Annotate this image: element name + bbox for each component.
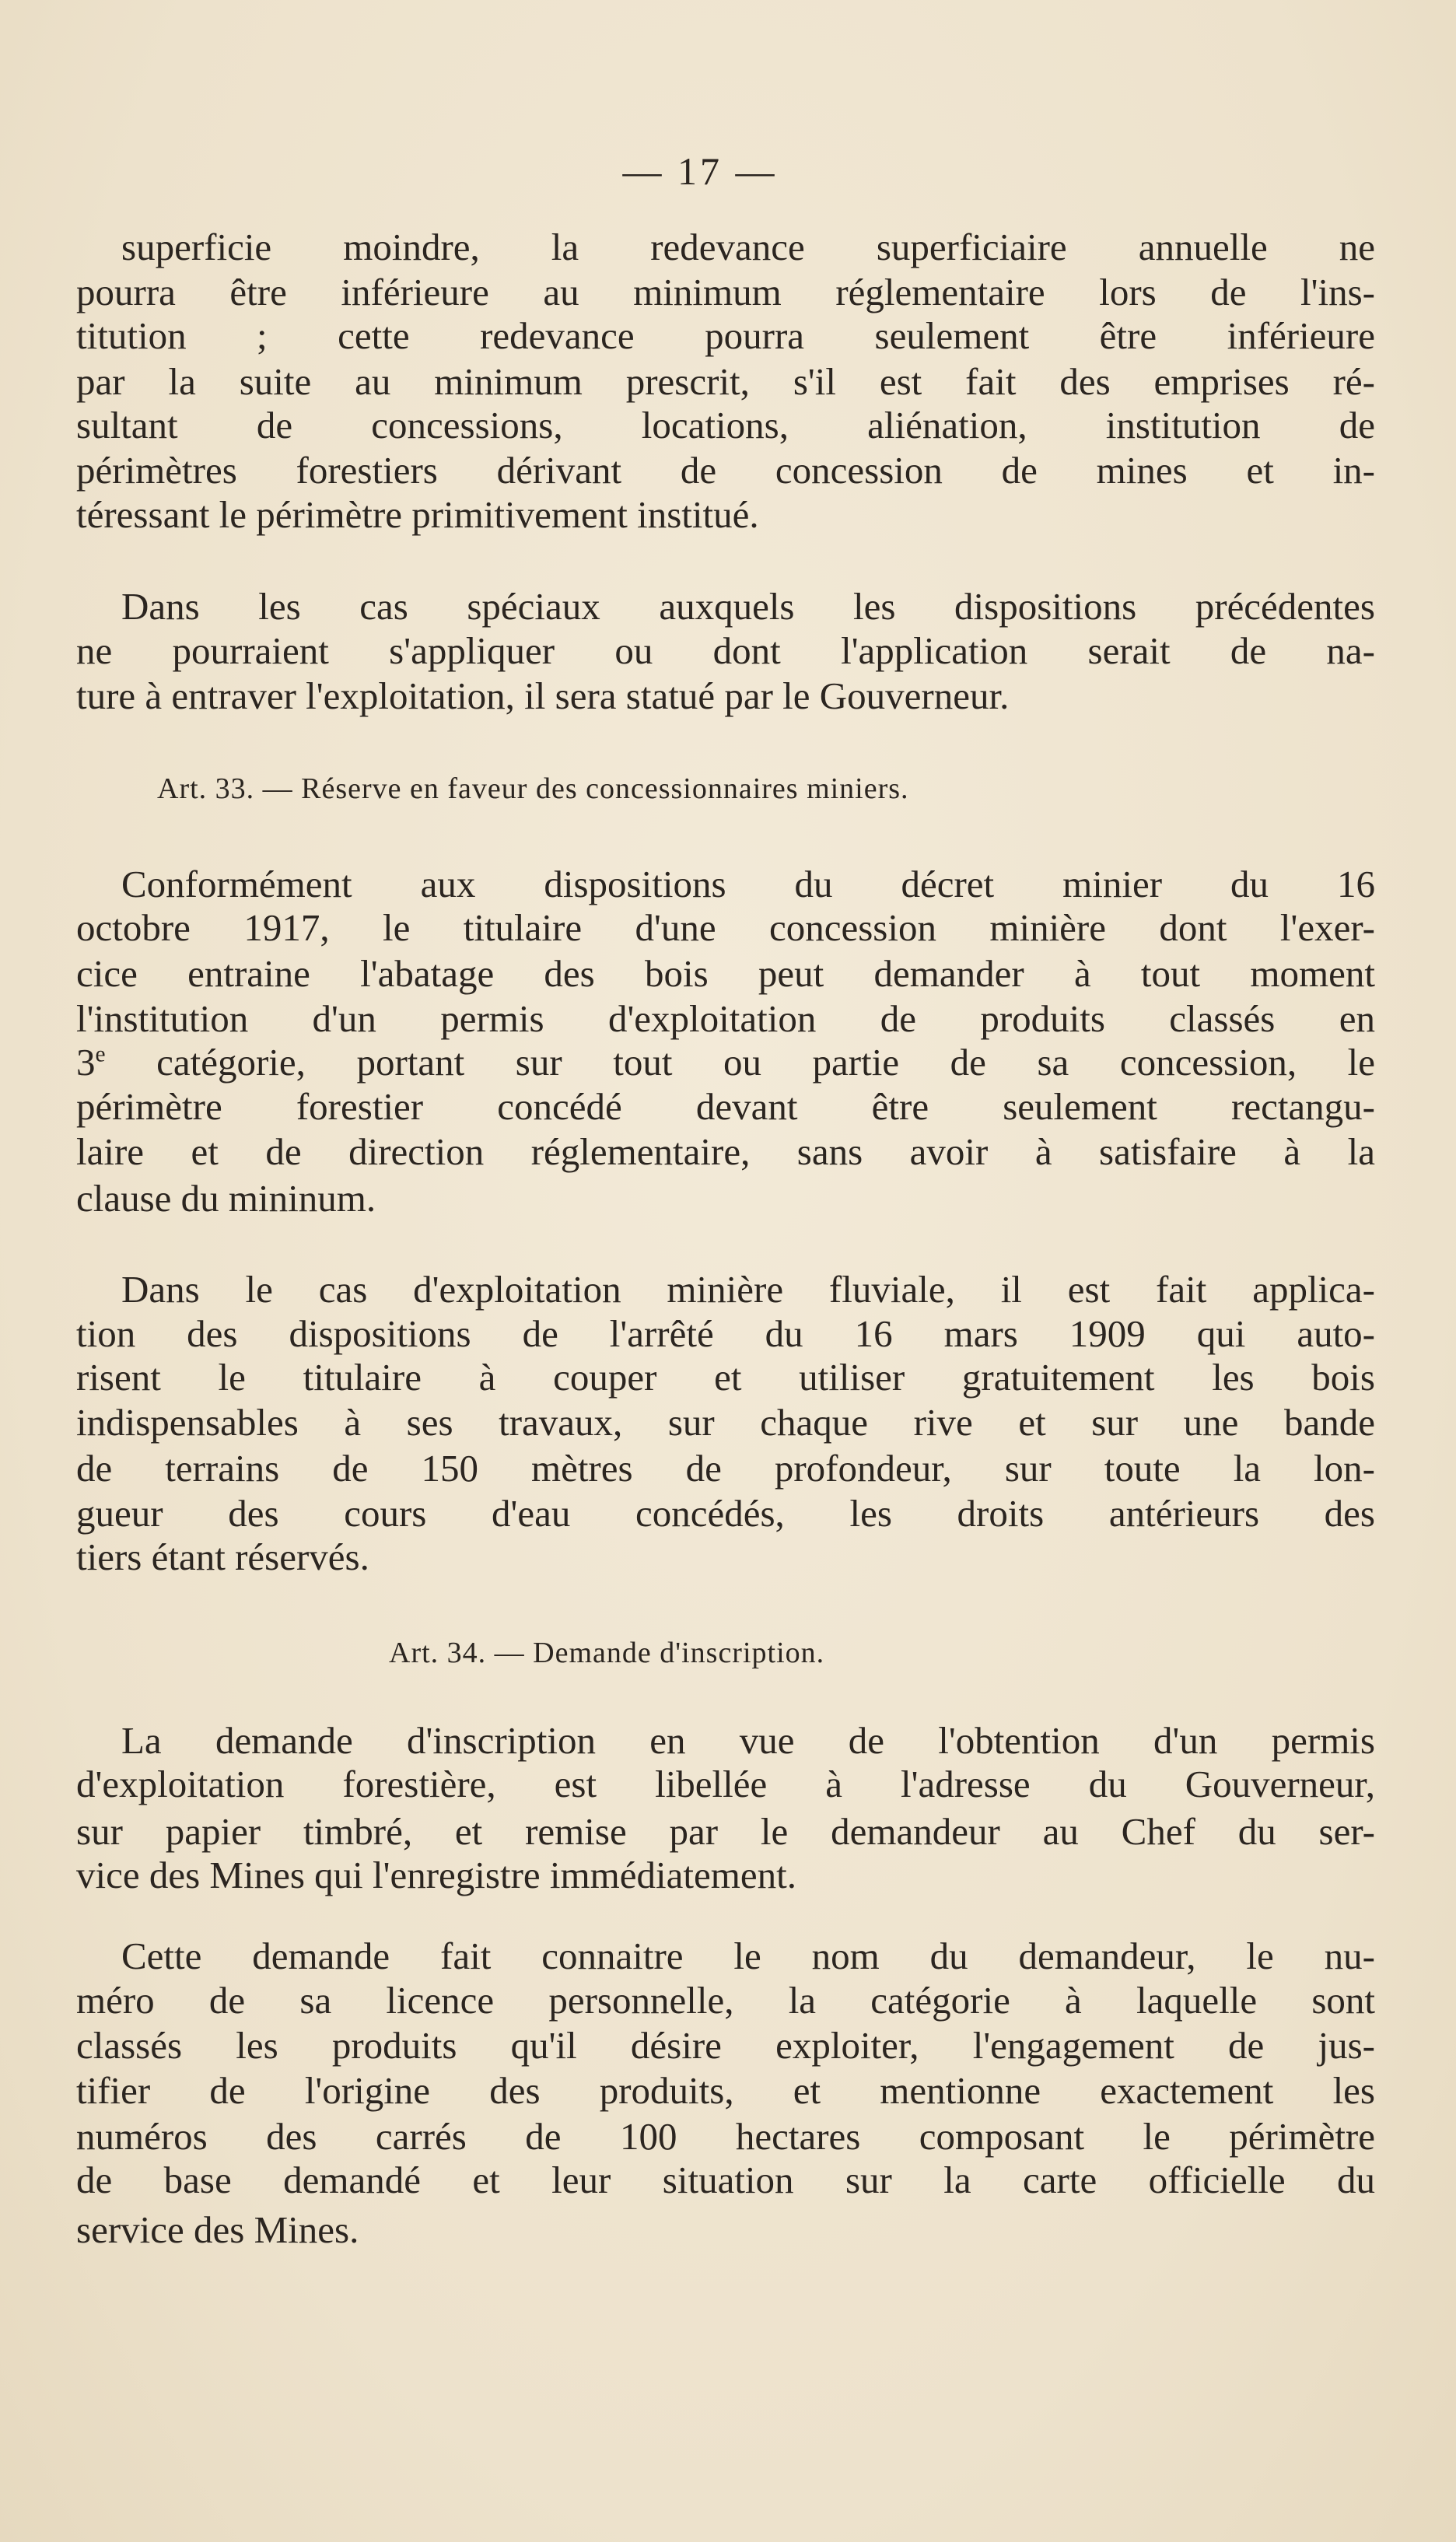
paragraph-line: classés les produits qu'il désire exploiter, l'engagement de jus- xyxy=(76,2024,1375,2067)
paragraph-line: l'institution d'un permis d'exploitation de produits classés en xyxy=(76,997,1375,1040)
paragraph-line: indispensables à ses travaux, sur chaque rive et sur une bande xyxy=(76,1401,1375,1444)
paragraph-line: Dans les cas spéciaux auxquels les dispositions précédentes xyxy=(121,585,1375,628)
paragraph-line: méro de sa licence personnelle, la catégorie à laquelle sont xyxy=(76,1979,1375,2022)
page-number: — 17 — xyxy=(622,149,778,193)
paragraph-line: superficie moindre, la redevance superficiaire annuelle ne xyxy=(121,226,1375,268)
paragraph-line: pourra être inférieure au minimum réglementaire lors de l'ins- xyxy=(76,271,1375,313)
paragraph-line: par la suite au minimum prescrit, s'il est fait des emprises ré- xyxy=(76,360,1375,403)
paragraph-line: ne pourraient s'appliquer ou dont l'application serait de na- xyxy=(76,629,1375,672)
paragraph-line: périmètres forestiers dérivant de concession de mines et in- xyxy=(76,449,1375,492)
paragraph-line: d'exploitation forestière, est libellée à l'adresse du Gouverneur, xyxy=(76,1763,1375,1805)
paragraph-line: téressant le périmètre primitivement institué. xyxy=(76,493,759,536)
paragraph-line: de base demandé et leur situation sur la carte officielle du xyxy=(76,2159,1375,2201)
paragraph-line: ture à entraver l'exploitation, il sera statué par le Gouverneur. xyxy=(76,674,1010,717)
paragraph-line: cice entraine l'abatage des bois peut demander à tout moment xyxy=(76,952,1375,995)
paragraph-line: service des Mines. xyxy=(76,2208,359,2251)
paragraph-line: titution ; cette redevance pourra seulement être inférieure xyxy=(76,314,1375,357)
paragraph-line: tion des dispositions de l'arrêté du 16 mars 1909 qui auto- xyxy=(76,1312,1375,1355)
paragraph-line: octobre 1917, le titulaire d'une concession minière dont l'exer- xyxy=(76,906,1375,949)
paragraph-line: tifier de l'origine des produits, et mentionne exactement les xyxy=(76,2069,1375,2112)
paragraph-line: sur papier timbré, et remise par le demandeur au Chef du ser- xyxy=(76,1810,1375,1853)
paragraph-line: 3e catégorie, portant sur tout ou partie de sa concession, le xyxy=(76,1041,1375,1084)
article-heading: Art. 33. — Réserve en faveur des concessionnaires miniers. xyxy=(157,772,909,805)
paragraph-line: tiers étant réservés. xyxy=(76,1535,369,1578)
paragraph-line: périmètre forestier concédé devant être seulement rectangu- xyxy=(76,1085,1375,1128)
paragraph-line: La demande d'inscription en vue de l'obtention d'un permis xyxy=(121,1719,1375,1762)
paragraph-line: sultant de concessions, locations, aliénation, institution de xyxy=(76,404,1375,446)
paragraph-line: vice des Mines qui l'enregistre immédiatement. xyxy=(76,1854,796,1896)
article-heading: Art. 34. — Demande d'inscription. xyxy=(389,1637,825,1669)
paragraph-line: clause du mininum. xyxy=(76,1177,376,1220)
paragraph-line: gueur des cours d'eau concédés, les droits antérieurs des xyxy=(76,1492,1375,1535)
paragraph-line: Conformément aux dispositions du décret minier du 16 xyxy=(121,863,1375,905)
paragraph-line: Dans le cas d'exploitation minière fluviale, il est fait applica- xyxy=(121,1268,1375,1311)
paragraph-line: de terrains de 150 mètres de profondeur, sur toute la lon- xyxy=(76,1447,1375,1490)
paragraph-line: numéros des carrés de 100 hectares composant le périmètre xyxy=(76,2115,1375,2158)
paragraph-line: Cette demande fait connaitre le nom du demandeur, le nu- xyxy=(121,1935,1375,1977)
paragraph-line: risent le titulaire à couper et utiliser gratuitement les bois xyxy=(76,1356,1375,1399)
paragraph-line: laire et de direction réglementaire, sans avoir à satisfaire à la xyxy=(76,1130,1375,1173)
